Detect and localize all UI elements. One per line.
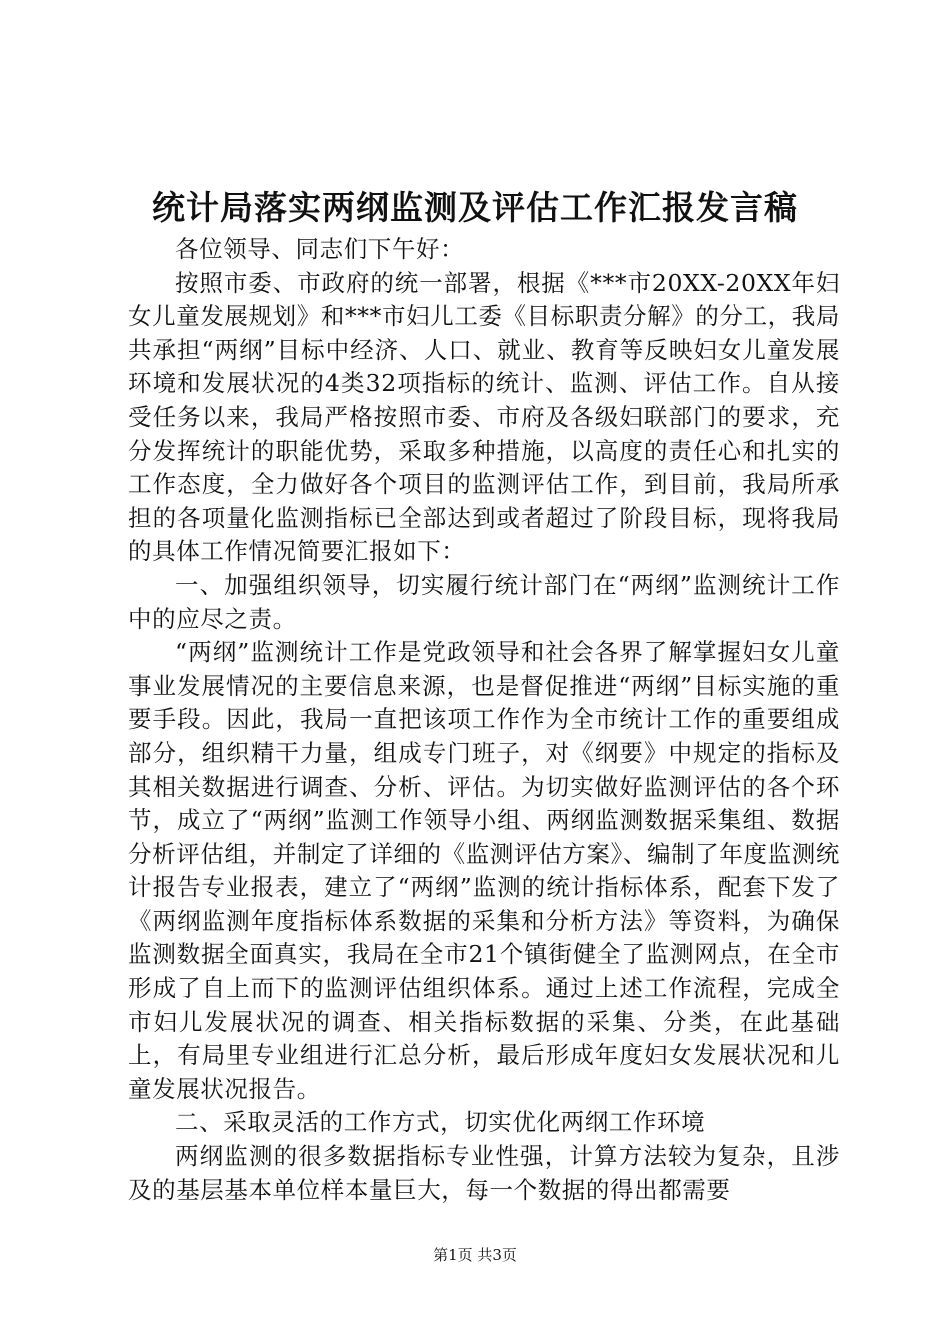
section-heading-1: 一、加强组织领导，切实履行统计部门在“两纲”监测统计工作中的应尽之责。: [128, 570, 840, 633]
paragraph-section-2: 两纲监测的很多数据指标专业性强，计算方法较为复杂，且涉及的基层基本单位样本量巨大，每一个数据的得出都需要: [128, 1142, 840, 1204]
document-title: 统计局落实两纲监测及评估工作汇报发言稿: [152, 188, 798, 227]
document-body: [128, 233, 840, 1207]
paragraph-intro: 按照市委、市政府的统一部署，根据《***市20XX-20XX年妇女儿童发展规划》和***市妇儿工委《目标职责分解》的分工，我局共承担“两纲”目标中经济、人口、就业、教育等反映妇女儿童发展环境和发展状况的4类32项指标的统计、监测、评估工作。自从接受任务以来，我局严格按照市委、市府及各级妇联部门的要求，充分发挥统计的职能优势，采取多种措施，以高度的责任心和扎实的工作态度，全力做好各个项目的监测评估工作，到目前，我局所承担的各项量化监测指标已全部达到或者超过了阶段目标，现将我局的具体工作情况简要汇报如下：: [128, 268, 840, 566]
section-heading-2: 二、采取灵活的工作方式，切实优化两纲工作环境: [175, 1108, 706, 1137]
paragraph-section-1: “两纲”监测统计工作是党政领导和社会各界了解掌握妇女儿童事业发展情况的主要信息来源，也是督促推进“两纲”目标实施的重要手段。因此，我局一直把该项工作作为全市统计工作的重要组成部分，组织精干力量，组成专门班子，对《纲要》中规定的指标及其相关数据进行调查、分析、评估。为切实做好监测评估的各个环节，成立了“两纲”监测工作领导小组、两纲监测数据采集组、数据分析评估组，并制定了详细的《监测评估方案》、编制了年度监测统计报告专业报表，建立了“两纲”监测的统计指标体系，配套下发了《两纲监测年度指标体系数据的采集和分析方法》等资料，为确保监测数据全面真实，我局在全市21个镇街健全了监测网点，在全市形成了自上而下的监测评估组织体系。通过上述工作流程，完成全市妇儿发展状况的调查、相关指标数据的采集、分类，在此基础上，有局里专业组进行汇总分析，最后形成年度妇女发展状况和儿童发展状况报告。: [128, 638, 840, 1103]
paragraph-greeting: 各位领导、同志们下午好：: [175, 235, 465, 263]
page-footer: 第1页 共3页: [433, 1246, 517, 1264]
